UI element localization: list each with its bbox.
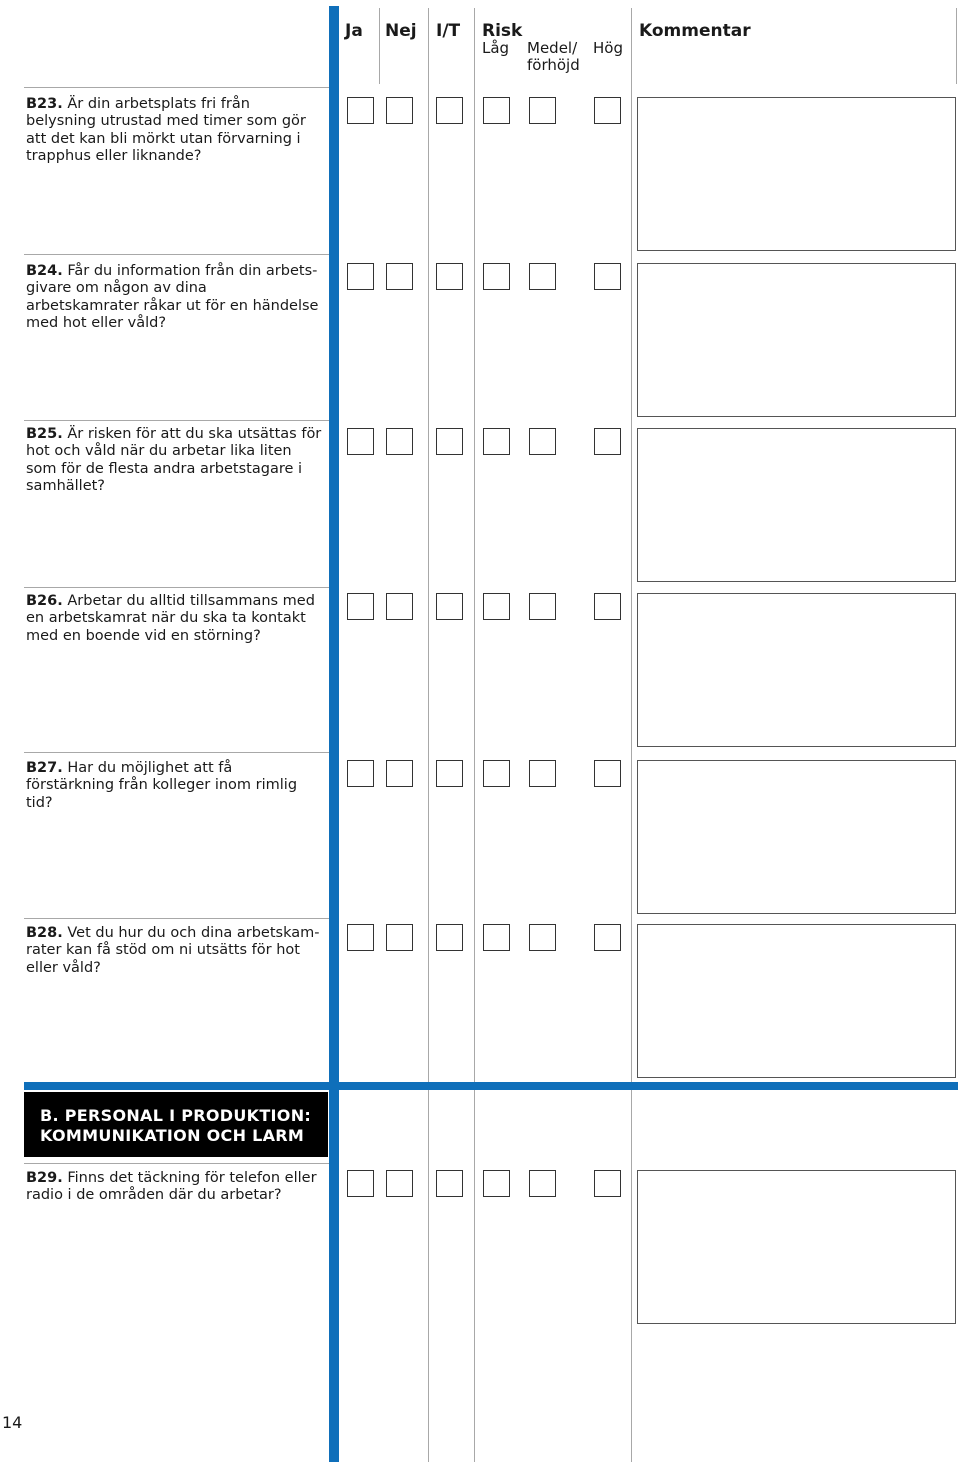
- row-divider: [24, 752, 329, 753]
- question-text: Är din arbetsplats fri från belysning utrustad med timer som gör att det kan bli mörkt utan förvarning i trapphus eller liknande?: [26, 96, 306, 164]
- question-text: Är risken för att du ska utsättas för hot och våld när du arbetar lika liten som för de flesta andra arbetstagare i samhället?: [26, 426, 322, 494]
- question-text: Vet du hur du och dina arbetskamrater kan få stöd om ni utsätts för hot eller våld?: [26, 925, 320, 976]
- risk-high-checkbox[interactable]: [594, 593, 621, 620]
- nej-checkbox[interactable]: [386, 593, 413, 620]
- row-divider: [24, 587, 329, 588]
- question-text: Får du information från din arbetsgivare om någon av dina arbetskamrater råkar ut för en händelse med hot eller våld?: [26, 263, 319, 331]
- comment-field[interactable]: [637, 760, 956, 914]
- row-divider: [24, 254, 329, 255]
- question-id: B26.: [26, 593, 63, 609]
- comment-field[interactable]: [637, 97, 956, 251]
- risk-medium-checkbox[interactable]: [529, 97, 556, 124]
- col-header-risk-medium-2: förhöjd: [527, 56, 580, 74]
- blue-vertical-bar: [329, 6, 339, 1462]
- risk-medium-checkbox[interactable]: [529, 428, 556, 455]
- nej-checkbox[interactable]: [386, 263, 413, 290]
- risk-high-checkbox[interactable]: [594, 263, 621, 290]
- section-heading-line2: KOMMUNIKATION OCH LARM: [40, 1126, 305, 1145]
- risk-high-checkbox[interactable]: [594, 924, 621, 951]
- risk-low-checkbox[interactable]: [483, 1170, 510, 1197]
- question-id: B27.: [26, 760, 63, 776]
- col-header-risk-medium-1: Medel/: [527, 39, 578, 57]
- col-header-it: I/T: [436, 21, 461, 41]
- column-divider: [474, 8, 475, 1462]
- row-divider: [24, 87, 329, 88]
- it-checkbox[interactable]: [436, 760, 463, 787]
- risk-low-checkbox[interactable]: [483, 924, 510, 951]
- risk-medium-checkbox[interactable]: [529, 924, 556, 951]
- blue-horizontal-bar: [24, 1082, 958, 1090]
- col-header-ja: Ja: [345, 21, 363, 41]
- col-header-comment: Kommentar: [639, 21, 751, 41]
- it-checkbox[interactable]: [436, 1170, 463, 1197]
- question-b28: [26, 925, 322, 977]
- risk-high-checkbox[interactable]: [594, 428, 621, 455]
- question-id: B29.: [26, 1170, 63, 1186]
- question-b29: [26, 1170, 322, 1205]
- row-divider: [24, 420, 329, 421]
- risk-high-checkbox[interactable]: [594, 1170, 621, 1197]
- question-text: Har du möjlighet att få förstärkning från kolleger inom rimlig tid?: [26, 760, 298, 811]
- question-text: Arbetar du alltid tillsammans med en arbetskamrat när du ska ta kontakt med en boende vid en störning?: [26, 593, 315, 644]
- ja-checkbox[interactable]: [347, 924, 374, 951]
- nej-checkbox[interactable]: [386, 1170, 413, 1197]
- column-divider: [379, 8, 380, 84]
- question-id: B23.: [26, 96, 63, 112]
- risk-medium-checkbox[interactable]: [529, 760, 556, 787]
- col-header-risk-low: Låg: [482, 39, 510, 57]
- it-checkbox[interactable]: [436, 263, 463, 290]
- nej-checkbox[interactable]: [386, 428, 413, 455]
- risk-medium-checkbox[interactable]: [529, 593, 556, 620]
- col-header-risk-high: Hög: [593, 39, 623, 57]
- section-heading: [24, 1092, 328, 1157]
- question-id: B24.: [26, 263, 63, 279]
- risk-low-checkbox[interactable]: [483, 593, 510, 620]
- comment-field[interactable]: [637, 263, 956, 417]
- ja-checkbox[interactable]: [347, 760, 374, 787]
- nej-checkbox[interactable]: [386, 924, 413, 951]
- column-divider: [428, 8, 429, 1462]
- risk-low-checkbox[interactable]: [483, 97, 510, 124]
- col-header-nej: Nej: [385, 21, 417, 41]
- nej-checkbox[interactable]: [386, 760, 413, 787]
- ja-checkbox[interactable]: [347, 593, 374, 620]
- comment-field[interactable]: [637, 924, 956, 1078]
- section-heading-line1: B. PERSONAL I PRODUKTION:: [40, 1106, 312, 1125]
- it-checkbox[interactable]: [436, 593, 463, 620]
- ja-checkbox[interactable]: [347, 97, 374, 124]
- risk-low-checkbox[interactable]: [483, 263, 510, 290]
- col-header-risk: Risk: [482, 21, 523, 41]
- row-divider: [24, 1163, 329, 1164]
- comment-field[interactable]: [637, 1170, 956, 1324]
- risk-high-checkbox[interactable]: [594, 97, 621, 124]
- page-number: 14: [2, 1413, 23, 1432]
- risk-medium-checkbox[interactable]: [529, 1170, 556, 1197]
- risk-high-checkbox[interactable]: [594, 760, 621, 787]
- question-b24: [26, 263, 322, 332]
- column-divider: [956, 8, 957, 84]
- column-divider: [631, 8, 632, 1462]
- question-b25: [26, 426, 322, 495]
- question-id: B25.: [26, 426, 63, 442]
- ja-checkbox[interactable]: [347, 428, 374, 455]
- it-checkbox[interactable]: [436, 97, 463, 124]
- question-b26: [26, 593, 322, 645]
- question-text: Finns det täckning för telefon eller radio i de områden där du arbetar?: [26, 1170, 317, 1204]
- nej-checkbox[interactable]: [386, 97, 413, 124]
- it-checkbox[interactable]: [436, 924, 463, 951]
- ja-checkbox[interactable]: [347, 1170, 374, 1197]
- risk-medium-checkbox[interactable]: [529, 263, 556, 290]
- it-checkbox[interactable]: [436, 428, 463, 455]
- question-b27: [26, 760, 322, 812]
- ja-checkbox[interactable]: [347, 263, 374, 290]
- row-divider: [24, 918, 329, 919]
- comment-field[interactable]: [637, 428, 956, 582]
- risk-low-checkbox[interactable]: [483, 428, 510, 455]
- question-id: B28.: [26, 925, 63, 941]
- risk-low-checkbox[interactable]: [483, 760, 510, 787]
- question-b23: [26, 96, 322, 165]
- comment-field[interactable]: [637, 593, 956, 747]
